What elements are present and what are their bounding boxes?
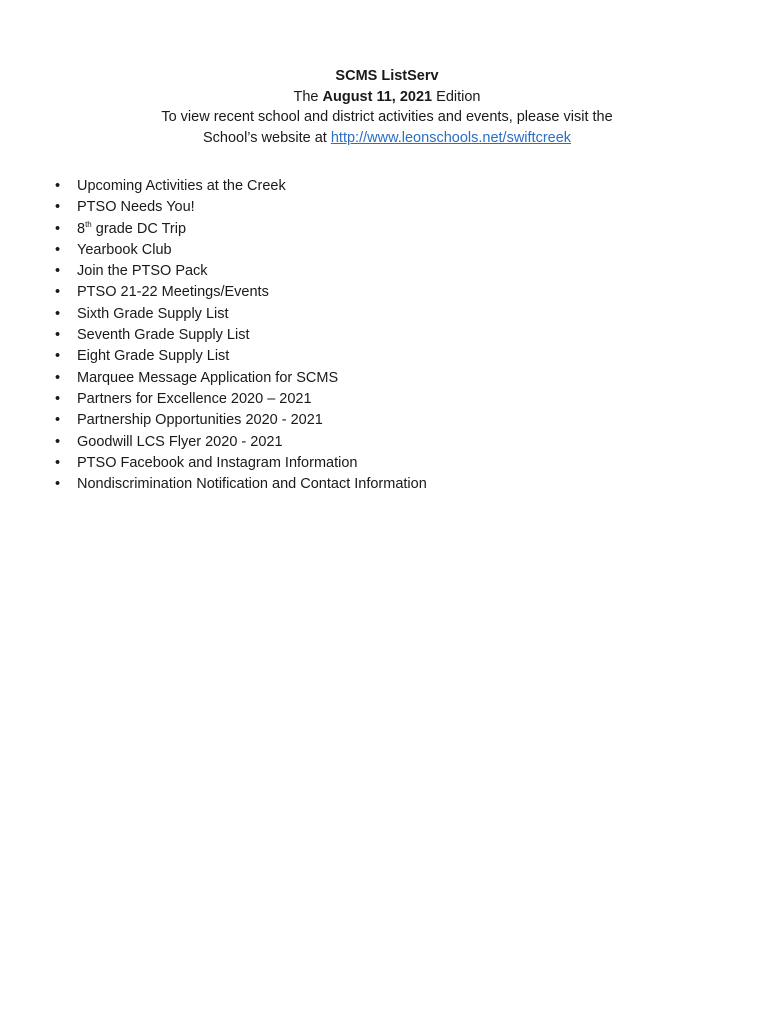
- list-item: [52, 219, 427, 240]
- intro-line-2-prefix: School’s website at: [202, 129, 327, 146]
- list-item-label: Yearbook Club: [77, 241, 172, 258]
- bullet-icon: •: [55, 327, 61, 344]
- list-item-label: PTSO Needs You!: [77, 199, 195, 216]
- list-item-label: [77, 221, 186, 237]
- title-text: SCMS ListServ: [335, 68, 439, 84]
- list-item-label: PTSO Facebook and Instagram Information: [77, 454, 358, 471]
- bullet-icon: •: [55, 305, 61, 322]
- edition-prefix: The: [293, 88, 319, 105]
- list-item-label: Upcoming Activities at the Creek: [77, 178, 286, 194]
- bullet-icon: •: [55, 412, 61, 429]
- list-item: [52, 346, 427, 367]
- list-item-label: Marquee Message Application for SCMS: [77, 369, 339, 386]
- list-item-label: Goodwill LCS Flyer 2020 - 2021: [77, 433, 283, 450]
- ordinal-suffix: th: [85, 219, 92, 229]
- list-item: [52, 282, 427, 303]
- list-item: [52, 368, 427, 389]
- list-item-label: Nondiscrimination Notification and Contact Information: [77, 476, 427, 493]
- bullet-icon: •: [55, 199, 61, 216]
- list-item-label-rest: grade DC Trip: [91, 220, 187, 237]
- edition-line: [0, 87, 770, 108]
- bullet-icon: •: [55, 241, 61, 258]
- list-item-label: Eight Grade Supply List: [77, 348, 230, 365]
- document-title: [0, 66, 770, 87]
- bullet-icon: •: [55, 348, 61, 365]
- list-item: [52, 197, 427, 218]
- list-item: [52, 261, 427, 282]
- website-link[interactable]: http://www.leonschools.net/swiftcreek: [330, 129, 572, 146]
- bullet-icon: •: [55, 433, 61, 450]
- bullet-icon: •: [55, 284, 61, 301]
- edition-date: August 11, 2021: [322, 88, 433, 105]
- bullet-icon: •: [55, 454, 61, 471]
- list-item-label: Partners for Excellence 2020 – 2021: [77, 390, 312, 407]
- list-item: [52, 240, 427, 261]
- list-item: [52, 389, 427, 410]
- edition-suffix: Edition: [436, 88, 481, 105]
- bullet-icon: •: [55, 263, 61, 280]
- list-item-label: PTSO 21-22 Meetings/Events: [77, 284, 269, 301]
- bullet-icon: •: [55, 178, 61, 194]
- list-item: [52, 453, 427, 474]
- intro-line-1: To view recent school and district activities and events, please visit the: [161, 109, 613, 125]
- topics-list: [52, 176, 427, 495]
- bullet-icon: •: [55, 369, 61, 386]
- bullet-icon: •: [55, 220, 61, 237]
- list-item-label: Seventh Grade Supply List: [77, 327, 250, 344]
- list-item: [52, 474, 427, 495]
- document-header: [0, 66, 770, 148]
- ordinal-number: 8: [77, 220, 86, 237]
- list-item: [52, 432, 427, 453]
- list-item: [52, 304, 427, 325]
- bullet-icon: •: [55, 476, 61, 493]
- list-item-label: Sixth Grade Supply List: [77, 305, 229, 322]
- list-item: [52, 176, 427, 197]
- list-item: [52, 325, 427, 346]
- intro-line-2: [0, 128, 770, 149]
- bullet-icon: •: [55, 390, 61, 407]
- list-item: [52, 410, 427, 431]
- list-item-label: Partnership Opportunities 2020 - 2021: [77, 412, 323, 429]
- list-item-label: Join the PTSO Pack: [77, 263, 208, 280]
